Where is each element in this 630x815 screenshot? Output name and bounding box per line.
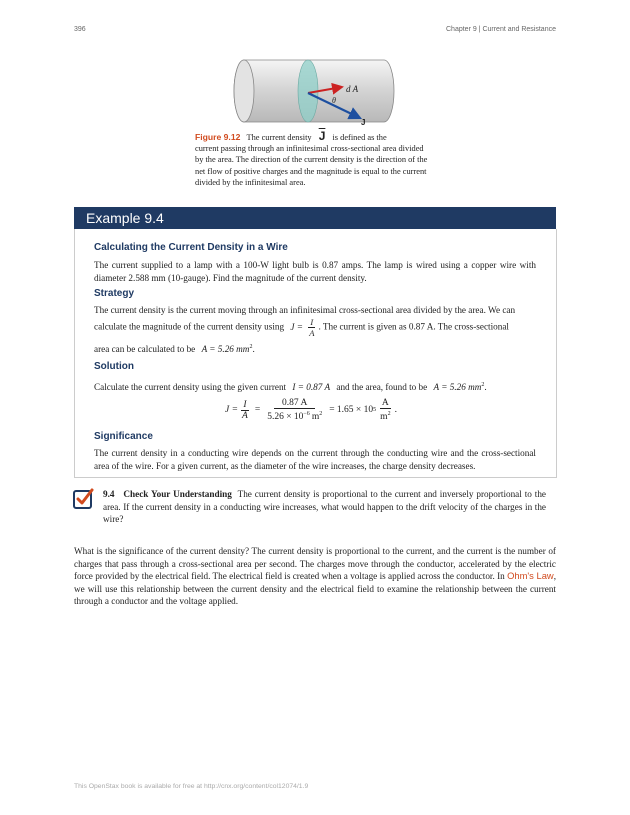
figure-caption: Figure 9.12 The current density $\overline{J}$ is defined as the current passing through an infinitesimal cross-sectional area divided by the area. The direction of the current density is the direction of the net flow of positive charges and the magnitude is equal to the current divided by the infinitesimal area. <box>195 129 428 187</box>
cylinder-figure <box>230 55 400 130</box>
dA-label: d A <box>346 84 359 94</box>
page-number: 396 <box>74 26 86 33</box>
ohms-law-link[interactable]: Ohm's Law <box>507 570 554 581</box>
solution-heading: Solution <box>94 361 134 372</box>
body-paragraph: What is the significance of the current density? The current density is proportional to the current, and the current is the number of charges that pass through a cross-sectional area per second. The charges move through the conductor, accelerated by the electric force provided by the electrical field. The electrical field is created when a voltage is applied across the conductor. In Ohm's Law, we will use this relationship between the current density and the electrical field to examine the relationship between the current through a conductor and the voltage applied. <box>74 546 556 606</box>
example-problem: The current supplied to a lamp with a 100-W light bulb is 0.87 amps. The lamp is wired using a copper wire with diameter 2.588 mm (10-gauge). Find the magnitude of the current density. <box>94 260 536 283</box>
strategy-line3: area can be calculated to be A = 5.26 $mm^2$. <box>94 344 255 355</box>
check-understanding-icon <box>73 488 95 510</box>
check-understanding: 9.4 Check Your Understanding The current density is proportional to the current and inversely proportional to the area. If the current density in a conducting wire increases, what would happen to the drift velocity of the charges in the wire? <box>103 489 547 524</box>
theta-label: θ <box>332 96 336 105</box>
J-label: J <box>361 118 366 127</box>
example-heading: Calculating the Current Density in a Wire <box>94 242 288 253</box>
footer-note: This OpenStax book is available for free at http://cnx.org/content/col12074/1.9 <box>74 783 309 790</box>
significance-heading: Significance <box>94 431 153 442</box>
strategy-line1: The current density is the current moving through an infinitesimal cross-sectional area divided by the area. We can <box>94 305 516 315</box>
J-vector-symbol: $\overline{J}$ <box>318 129 326 143</box>
strategy-line2: calculate the magnitude of the current density using J = $\frac{I}{A}$ . The current is given as 0.87 A. The cross-sectional <box>94 317 509 338</box>
example-title-bar <box>74 207 556 229</box>
significance-text: The current density in a conducting wire depends on the current through the conducting wire and the cross-sectional area of the wire. For a given current, as the diameter of the wire increases, the charge density decreases. <box>94 448 536 471</box>
figure-label: Figure 9.12 <box>195 132 241 142</box>
cylinder-end <box>234 60 254 122</box>
example-title: Example 9.4 <box>86 210 164 226</box>
solution-line: Calculate the current density using the given current I = 0.87 A and the area, found to be A = 5.26 $mm^2$. <box>94 382 487 393</box>
chapter-title: Chapter 9 | Current and Resistance <box>446 26 556 33</box>
current-density-equation: J = $\frac{I}{A}$ = $\frac{0.87 A}{5.26 \times 10^{-6} m^2}$ = 1.65 × 10 5 $\frac{A}{m^2}$ . <box>225 398 397 423</box>
strategy-heading: Strategy <box>94 288 135 299</box>
